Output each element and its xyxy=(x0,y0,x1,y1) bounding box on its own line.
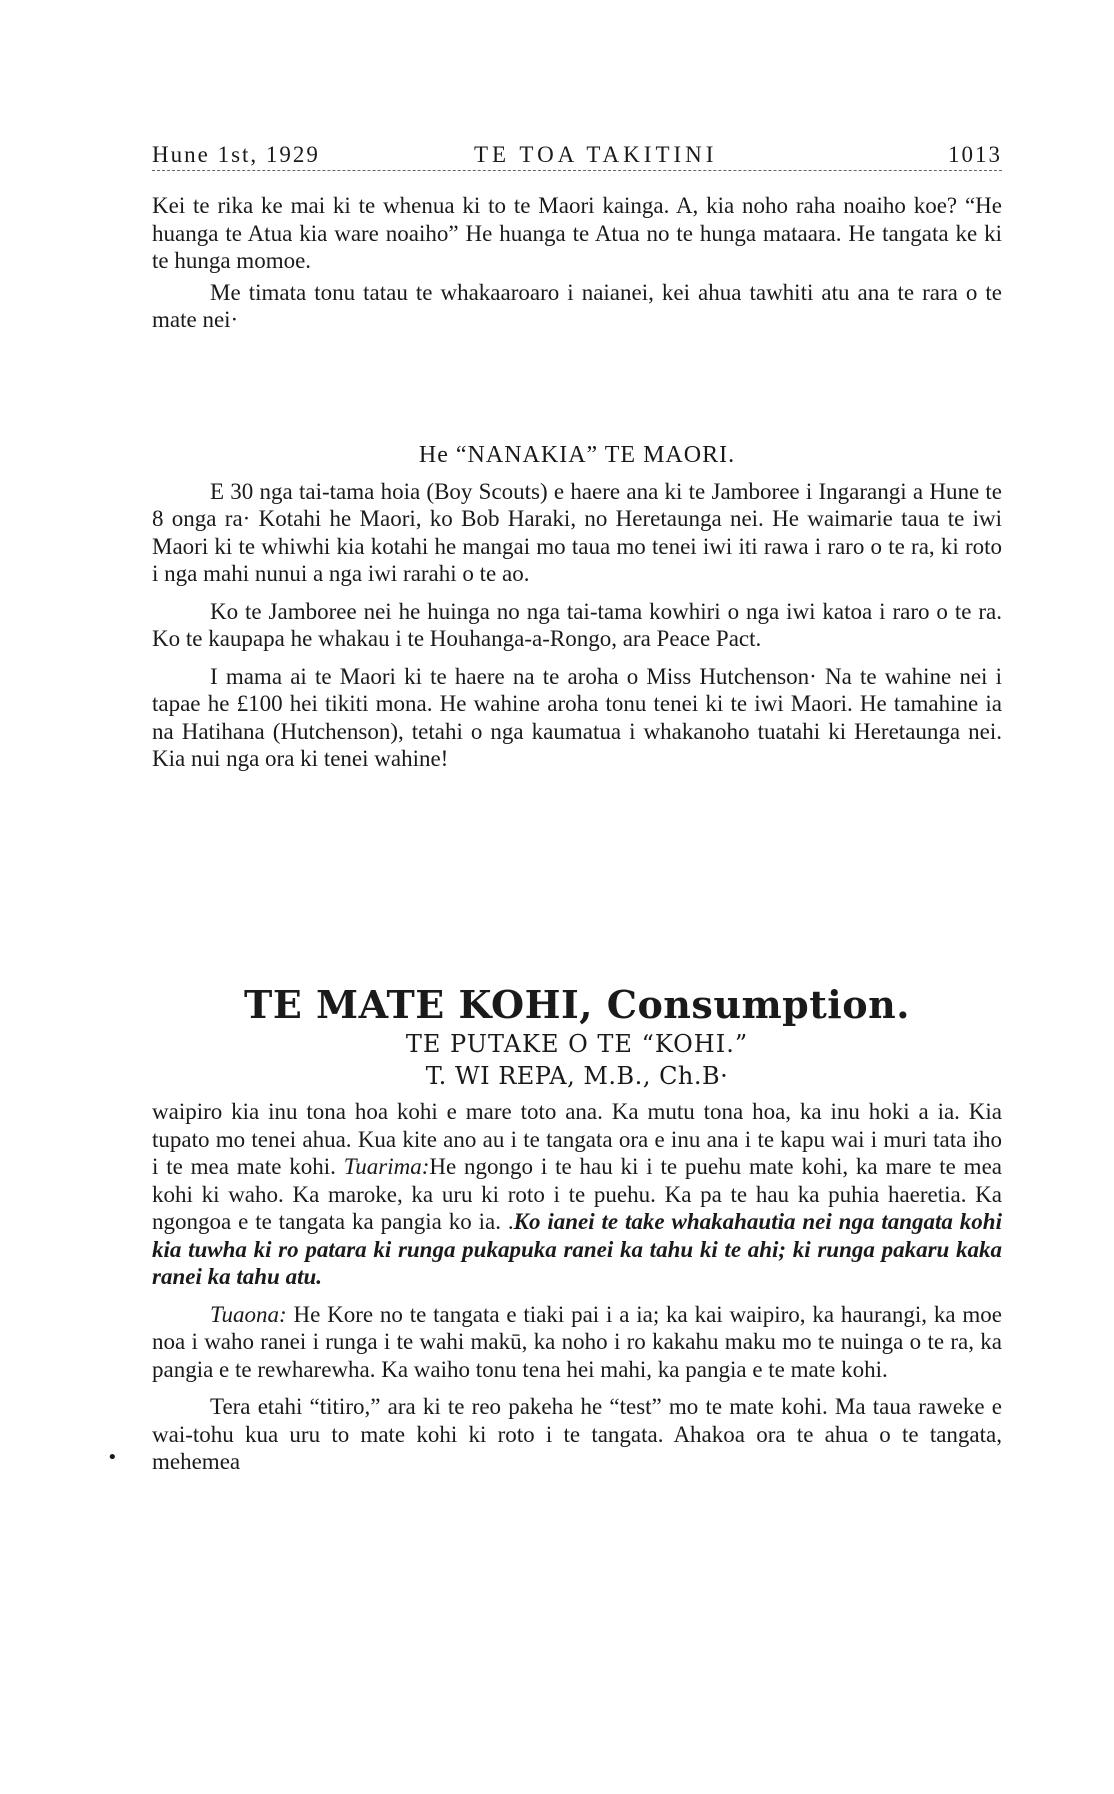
article-title-english: Consumption. xyxy=(606,982,910,1027)
intro-paragraph-1: Kei te rika ke mai ki te whenua ki to te Maori kainga. A, kia noho raha noaiho koe? “He huanga te Atua kia ware noaiho” He huanga te Atua no te hunga mataara. He tangata ke ki te hunga momoe. xyxy=(152,193,1002,273)
article-p1-italic: Ko ianei te take whakahautia nei nga tangata kohi kia tuwha ki ro patara ki runga pukapuka ranei ka tahu ki te ahi; ki runga pakaru kaka ranei ka tahu atu. xyxy=(152,1209,1002,1289)
running-header xyxy=(152,138,1002,174)
header-journal-title: TE TOA TAKITINI xyxy=(474,142,718,167)
section-intro xyxy=(152,192,1002,334)
article-paragraph-3: Tera etahi “titiro,” ara ki te reo pakeha he “test” mo te mate kohi. Ma taua raweke e wai-tohu kua uru to mate kohi ki roto i te tangata. Ahakoa ora te ahua o te tangata, mehemea xyxy=(152,1394,1002,1474)
section-nanakia xyxy=(152,442,1002,773)
article-title xyxy=(152,982,1002,1027)
header-rule xyxy=(152,170,1002,171)
header-date: Hune 1st, 1929 xyxy=(152,142,320,167)
article-p1-label: Tuarima: xyxy=(343,1154,430,1179)
article-p2-label: Tuaona: xyxy=(210,1301,287,1327)
article-paragraph-1 xyxy=(152,1098,1002,1291)
nanakia-paragraph-2: Ko te Jamboree nei he huinga no nga tai-tama kowhiri o nga iwi katoa i raro o te ra. Ko te kaupapa he whakau i te Houhanga-a-Rongo, ara Peace Pact. xyxy=(152,598,1002,651)
intro-paragraph-2: Me timata tonu tatau te whakaaroaro i naianei, kei ahua tawhiti atu ana te rara o te mate nei· xyxy=(152,279,1002,332)
article-author: T. WI REPA, M.B., Ch.B· xyxy=(425,1062,729,1090)
article-p2-text: He Kore no te tangata e tiaki pai i a ia; ka kai waipiro, ka haurangi, ka moe noa i waho ranei i runga i te wahi makū, ka noho i ro kakahu maku mo te nuinga o te ra, ka pangia e te rewharewha. Ka waiho tonu tena hei mahi, ka pangia e te mate kohi. xyxy=(152,1301,1002,1382)
nanakia-paragraph-3: I mama ai te Maori ki te haere na te aroha o Miss Hutchenson· Na te wahine nei i tapae he £100 hei tikiti mona. He wahine aroha tonu tenei ki te iwi Maori. He tamahine ia na Hatihana (Hutchenson), tetahi o nga kaumatua i whakanoho tuatahi ki Heretaunga nei. Kia nui nga ora ki tenei wahine! xyxy=(152,663,1002,771)
article-body xyxy=(152,1098,1002,1476)
article-p1-text-a: waipiro kia inu tona hoa kohi e mare toto ana. Ka mutu tona hoa, ka inu hoki a ia. Kia tupato mo tenei ahua. Kua kite ano au i te tangata ora e inu ana i te kapu wai i muri tata iho i te mea mate kohi. xyxy=(152,1099,1002,1179)
article-p1-text-b: He ngongo i te hau ki i te puehu mate kohi, ka mare te mea kohi ki waho. Ka maroke, ka uru ki roto i te puehu. Ka pa te hau ka puhia haeretia. Ka ngongoa e te tangata ka pangia ko ia. . xyxy=(152,1154,1002,1234)
header-page-number: 1013 xyxy=(948,142,1002,167)
article-subtitle: TE PUTAKE O TE “KOHI.” xyxy=(405,1030,749,1058)
margin-mark: • xyxy=(107,1447,118,1468)
nanakia-paragraph-1: E 30 nga tai-tama hoia (Boy Scouts) e haere ana ki te Jamboree i Ingarangi a Hune te 8 onga ra· Kotahi he Maori, ko Bob Haraki, no Heretaunga nei. He waimarie taua te iwi Maori ki te whiwhi kia kotahi he mangai mo taua mo tenei iwi iti rawa i raro o te ra, ki roto i nga mahi nunui a nga iwi rarahi o te ao. xyxy=(152,478,1002,586)
article-paragraph-2 xyxy=(152,1301,1002,1384)
article-title-maori: TE MATE KOHI, xyxy=(244,982,593,1027)
nanakia-heading: He “NANAKIA” TE MAORI. xyxy=(418,442,736,468)
